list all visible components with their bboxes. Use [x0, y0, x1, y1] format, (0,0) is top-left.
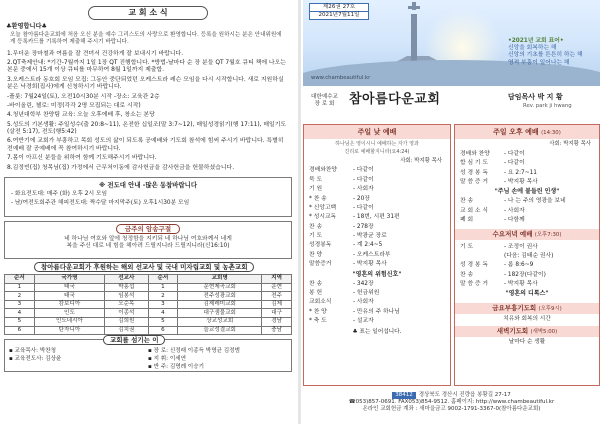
table-cell: 경남 — [262, 318, 292, 327]
table-row — [5, 309, 292, 318]
verse-title: 금주의 암송구절 — [116, 224, 180, 234]
table-cell: 김희원 — [105, 318, 148, 327]
order-row: 경배와 찬양 - 다같이 — [460, 150, 525, 157]
sunday-note: 하나님은 영이시니 예배하는 자가 영과 — [335, 141, 419, 147]
table-cell: 운현 — [262, 283, 292, 292]
order-row: 폐 회 - 다함께 — [460, 217, 525, 224]
table-header: 순서 — [5, 275, 35, 284]
news-item: 5.성도의 기본생활: 주일성수(출 20:8~11), 온전한 십일조(말 3:7~12), 매일성경읽기(행 17:11), 매일기도(살전 5:17), 전도(행5:42) — [7, 121, 287, 136]
news-item: 7.몸이 아프신 분들을 위하여 함께 기도해주시기 바랍니다. — [7, 155, 157, 162]
order-row: 성 경 봉 독 - 롬 8:6~9 — [460, 262, 534, 269]
missions-table — [4, 274, 292, 335]
table-cell: 6 — [5, 326, 35, 335]
order-row: 교회소식 - 사회자 — [309, 299, 374, 306]
church-photo — [303, 0, 600, 86]
order-row: 봉 헌 - 헌금위원 — [309, 290, 380, 297]
denomination: 대한예수교 장 로 회 — [311, 94, 339, 108]
missions-section — [4, 262, 292, 335]
dawn-title: 새벽기도회 (새벽5:00) — [455, 326, 599, 337]
wednesday-title: 수요저녁 예배 (오후7:30) — [455, 229, 599, 240]
theme-line: 신앙을 회복하는 해 — [508, 45, 557, 52]
staff-col — [148, 347, 287, 371]
order-row: 교 회 소 식 - 사회자 — [460, 207, 525, 214]
table-header: 지역 — [262, 275, 292, 284]
site-url: www.chambeautiful.kr — [311, 75, 371, 81]
sermon-title: "주님 손에 붙들린 인생" — [494, 188, 560, 196]
wednesday-order — [455, 240, 599, 301]
news-title: 교 회 소 식 — [88, 6, 208, 20]
table-row — [5, 318, 292, 327]
table-cell: 운현제곡교회 — [178, 283, 262, 292]
table-cell: 3 — [148, 300, 178, 309]
table-cell: 2 — [148, 292, 178, 301]
other-services — [454, 124, 600, 386]
table-row — [5, 326, 292, 335]
missions-title: 참아름다운교회가 후원하는 해외 선교사 및 국내 미자립교회 및 농촌교회 — [34, 262, 254, 272]
order-row: 찬 송 - 182장(다같이) — [460, 271, 546, 278]
table-cell: 3 — [5, 300, 35, 309]
table-cell: 태국 — [34, 292, 105, 301]
news-item: -바이올린, 첼로: 미정(각각 2명 모집되는 대로 시작) — [7, 102, 141, 109]
staff-entry: ▪ 교육전도사: 김상윤 — [9, 356, 62, 363]
table-cell: 늘교성결교회 — [178, 326, 262, 335]
memory-verse — [4, 221, 292, 259]
order-row: 말 씀 증 거 - 박지황 목사 — [460, 179, 538, 185]
edition-box — [309, 3, 369, 20]
contact-line: ☎053)857-0691. FAX053)854-9512. 홈페이지: http://www.chambeautiful.kr — [348, 398, 555, 405]
order-row: * 찬 양 - 만유의 주 하나님 — [309, 308, 400, 315]
order-row: * 성시교독 - 18번, 시편 31편 — [309, 214, 400, 221]
table-cell: 박홍섭 — [105, 283, 148, 292]
worship-panel — [303, 0, 600, 424]
staff-box — [4, 336, 292, 372]
order-row: * 축 도 - 설교자 — [309, 318, 374, 325]
friday-text: 치유와 회복의 시간 — [503, 316, 551, 323]
table-cell: 김제레미교회 — [178, 300, 262, 309]
afternoon-title: 주일 오후 예배 (14:30) — [455, 125, 599, 139]
order-row: 말씀증거 - 박지황 목사 — [309, 261, 387, 268]
table-cell: 5 — [5, 318, 35, 327]
sunday-note: 진리로 예배할지니라(요4:24) — [344, 149, 410, 156]
edition-issue: 제26권 27호 — [322, 4, 356, 10]
order-row: 기 원 - 사회자 — [309, 186, 374, 193]
news-list — [4, 51, 292, 172]
table-row — [5, 292, 292, 301]
table-cell: 6 — [148, 326, 178, 335]
table-header: 선교사 — [105, 275, 148, 284]
table-header: 순서 — [148, 275, 178, 284]
table-cell: 김치권 — [105, 326, 148, 335]
order-row: 찬 송 - 342장 — [309, 280, 374, 287]
address: 경상북도 경산시 진량읍 봉황길 27-17 — [418, 392, 511, 398]
table-cell: 상교성교회 — [178, 318, 262, 327]
welcome-body: 오늘 참아름다운교회에 처음 오신 분을 예수 그리스도의 사랑으로 환영합니다. 등록을 원하시는 분은 안내위원에게 등록카드를 기록하여 제출해 주시기 바랍니다. — [10, 31, 282, 45]
table-cell: 4 — [148, 309, 178, 318]
table-cell: 대구 — [262, 309, 292, 318]
evangelism-guide — [4, 177, 292, 217]
table-cell: 2 — [5, 292, 35, 301]
staff-title: 교회를 섬기는 이 — [103, 335, 165, 345]
year-theme — [508, 38, 594, 67]
welcome-heading: ♣환영합니다♣ — [6, 23, 47, 30]
news-item: 2.QT축제안내: *기간-7월까지 1일 1장 QT 진행합니다. *방법-날마다 순 장 분들 QT 7월호 큐티 책에 나오는 본문 중에서 15개 이상 큐티를 마무하여 8월 1일까지 제출합. — [7, 60, 287, 74]
theme-title: •2021년 교회 표어• — [508, 38, 564, 44]
table-header: 국가명 — [34, 275, 105, 284]
table-row — [5, 300, 292, 309]
sermon-title: "영혼의 위험신호" — [352, 270, 402, 278]
table-cell: 대구샘물교회 — [178, 309, 262, 318]
order-row: 말 씀 증 거 - 박지황 목사 — [460, 281, 538, 288]
table-cell: 1 — [148, 283, 178, 292]
table-cell: 전주 — [262, 292, 292, 301]
order-row: * 신앙고백 - 다같이 — [309, 204, 374, 211]
guide-line: - 남/여전도회주관 해피전도대: 짝수달 마지막주(토) 오후1시30분 모임 — [11, 200, 190, 207]
news-item: 3.오케스트라 동호회 모임 모집: 그동안 중단되었던 오케스트라 레슨 모임을 다시 시작합니다. 새로 지원하실 분은 낙경희(집사)에게 신청하시기 바랍니다. — [7, 76, 284, 91]
church-name: 참아름다운교회 — [349, 92, 441, 107]
table-cell: 인도 — [34, 309, 105, 318]
friday-title: 금요부흥기도회 (오후9시) — [455, 303, 599, 314]
order-row: 경배와찬양 - 다같이 — [309, 167, 374, 174]
table-cell: 전주성광교회 — [178, 292, 262, 301]
order-row: 묵 도 - 다같이 — [309, 176, 374, 183]
table-cell: 1 — [5, 283, 35, 292]
staff-entry: ▪ 장 로: 신정래 이종득 박명균 김정범 — [148, 348, 240, 355]
table-row — [5, 283, 292, 292]
table-cell: 인도네시아 — [34, 318, 105, 327]
fold-divider — [298, 0, 301, 424]
table-cell: 4 — [5, 309, 35, 318]
order-row: 성 경 봉 독 - 요 2:7~11 — [460, 169, 537, 176]
dawn-text: 날마다 순 생활 — [508, 338, 546, 345]
table-cell: 임봉석 — [105, 292, 148, 301]
order-row: 찬 송 - 278장 — [309, 223, 374, 230]
order-row: 기 도 - 조정이 권사 — [460, 243, 538, 250]
order-row: 성경봉독 - 계 2:4~5 — [309, 242, 383, 249]
church-news-panel — [0, 0, 296, 424]
staff-entry: ▪ 반 주: 김명례 이승기 — [148, 364, 205, 371]
order-row: 찬 양 - 오케스트라부 — [309, 251, 391, 258]
guide-line: - 화요전도대: 매주 (화) 오후 2시 모임 — [11, 190, 108, 197]
order-row: 찬 송 - 나 는 주의 영광을 보네 — [460, 198, 566, 205]
order-row: (다음: 김태순 권사) — [504, 252, 554, 259]
account-line: 온라인 교회헌금 계좌 : 새마을금고 9002-1791-3367-0(참아름다운교회) — [362, 405, 541, 412]
afternoon-order — [455, 148, 599, 228]
postal-code: 38412 — [392, 392, 416, 399]
news-item: 6.여반기에 교회가 부흥하고 목회 성도의 삶이 되도록 공예배와 기도회 참석에 힘써 주시기 바랍니다. 특별히 전예배 잘 공예배에 꼭 참여하시기 바랍니다. — [7, 138, 284, 152]
table-cell: 충남 — [262, 326, 292, 335]
order-row: * 찬 송 - 20장 — [309, 195, 370, 202]
sunday-order — [304, 164, 450, 337]
staff-entry: ▪ 지 휘: 이세연 — [148, 356, 187, 363]
table-cell: 태국 — [34, 283, 105, 292]
sunday-title: 주일 낮 예배 — [304, 125, 450, 139]
theme-line: 영적 부흥이 일어나는 해 — [508, 59, 570, 66]
table-header-row — [5, 275, 292, 284]
table-cell: 이종석 — [105, 309, 148, 318]
table-cell: 김제 — [262, 300, 292, 309]
afternoon-lead: 사회: 박지황 목사 — [549, 141, 591, 147]
pastor-name-en: Rev. park ji hwang — [523, 103, 572, 109]
pastor-name: 담임목사 박 지 황 — [508, 93, 563, 101]
table-cell: 탄자니아 — [34, 326, 105, 335]
church-footer — [303, 390, 600, 424]
table-cell: 5 — [148, 318, 178, 327]
verse-line: 네 하나님 여호와 앞에 청정함을 지키되 네 하나님 여호와께서 네게 — [64, 236, 232, 243]
order-row: 합 심 기 도 - 다같이 — [460, 160, 525, 167]
guide-title: ※ 전도대 안내 -많은 동참바랍니다 — [98, 180, 198, 189]
edition-date: 2021년7월11일 — [310, 11, 368, 19]
news-item: 4.청년대학부 찬양팀 교육: 오늘 오후에배 후, 창소는 본당 — [7, 112, 155, 119]
staff-entry: ▪ 교육목사: 박찬청 — [9, 348, 57, 355]
sunday-lead: 사회: 박지황 목사 — [400, 157, 442, 164]
sunday-service — [303, 124, 451, 386]
news-item: -플룻: 7월24일(토), 오전10시30분 시작 -장소: 교육관 2층 — [7, 93, 160, 100]
sermon-title: "영혼의 디톡스" — [505, 290, 549, 298]
news-item: 1.무더운 장마철과 여름을 잘 견뎌서 건강하게 잘 보내시기 바랍니다. — [7, 50, 184, 57]
staff-col — [9, 347, 148, 371]
table-cell: 오순목 — [105, 300, 148, 309]
theme-line: 신앙의 기초를 튼튼히 하는 해 — [508, 52, 583, 59]
church-header — [303, 88, 600, 122]
order-row: 기 도 - 박광균 장로 — [309, 233, 387, 240]
verse-line: 복을 주신 대로 네 힘을 헤아려 드릴지니라 드릴지니라(신16:10) — [66, 243, 230, 250]
news-item: 8.김정빈(집) 청목님(집) 가정에서 근무처이동에 감사헌금을 감사헌금을 헌물하셨습니다. — [7, 164, 235, 171]
standing-note: ♣ 표는 일어섭니다. — [352, 328, 402, 335]
table-cell: 캄보디아 — [34, 300, 105, 309]
table-header: 교회명 — [178, 275, 262, 284]
